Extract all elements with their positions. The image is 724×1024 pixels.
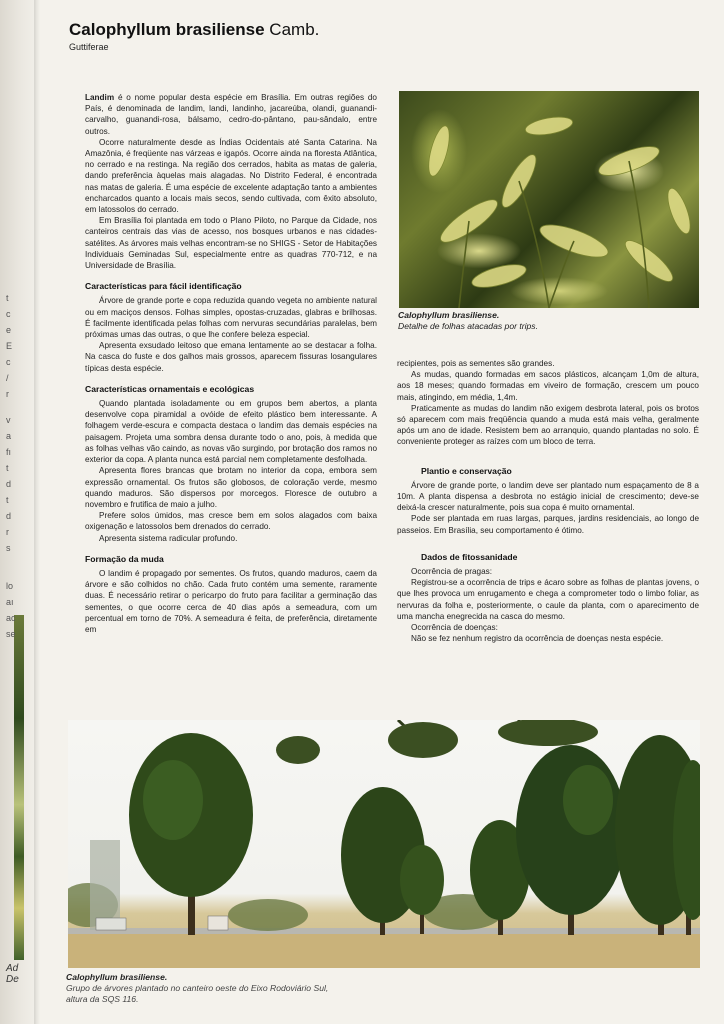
caption-title: Calophyllum brasiliense. [398, 310, 500, 320]
pragas-subheading: Ocorrência de pragas: [411, 567, 493, 577]
previous-page-text-fragment: t [6, 293, 9, 303]
section-heading-fitossanidade: Dados de fitossanidade [421, 551, 518, 562]
previous-page-photo-strip [14, 615, 24, 960]
identificacao-paragraph-2: Apresenta exsudado leitoso que emana lentamente ao se destacar a folha. Na casca do fuste e dos galhos mais grossos, aparecem fissuras losangulares típicas desta espécie. [85, 341, 377, 373]
doencas-subheading: Ocorrência de doenças: [411, 623, 498, 633]
previous-page-text-fragment: ac [6, 613, 16, 623]
caption-fragment: De [6, 974, 19, 985]
trees-photo-caption [66, 972, 328, 1005]
previous-page-text-fragment: lo [6, 581, 14, 591]
previous-page-text-fragment: c [6, 309, 11, 319]
caption-fragment: Ad [6, 963, 19, 974]
previous-page-text-fragment: d [6, 479, 12, 489]
previous-page-caption-fragment [6, 963, 19, 985]
lead-word: Landim [85, 93, 115, 102]
previous-page-edge [0, 0, 36, 1024]
previous-page-text-fragment: / [6, 373, 9, 383]
formacao-paragraph-1: O landim é propagado por sementes. Os frutos, quando maduros, caem da árvore e são colhidos no chão. Cada fruto contém uma semente, raramente duas. É necessário retirar o pericarpo do fruto para facilitar a germinação das sementes, o que ocorre cerca de 40 dias após a semeadura, com um percentual em torno de 70%. A semeadura é feita, de preferência, diretamente em [85, 568, 377, 634]
previous-page-text-fragment: aı [6, 597, 14, 607]
species-title [69, 20, 319, 40]
ornamentais-paragraph-2: Apresenta flores brancas que brotam no interior da copa, embora sem expressão ornamental. Os frutos são globosos, de coloração verde, mesmo quando maduros. São dispersos por morcegos. Floresce de outubro a novembro e frutifica de maio a julho. [85, 466, 377, 509]
trees-illustration [68, 720, 700, 968]
caption-title: Calophyllum brasiliense. [66, 972, 168, 982]
caption-line-1: Grupo de árvores plantado no canteiro oeste do Eixo Rodoviário Sul, [66, 983, 329, 993]
previous-page-text-fragment: a [6, 431, 12, 441]
section-heading-plantio: Plantio e conservação [421, 465, 512, 476]
leaf-photo-caption [398, 310, 538, 332]
intro-paragraph-1 [85, 92, 377, 137]
previous-page-text-fragment: t [6, 463, 9, 473]
section-heading-identificacao: Características para fácil identificação [85, 281, 242, 292]
intro-paragraph-2: Ocorre naturalmente desde as Índias Ocidentais até Santa Catarina. Na Amazônia, é freqüente nas várzeas e igapós. Ocorre ainda na floresta Atlântica, no cerrado e na restinga. Na região dos cerrados, habita as matas de galeria, dando preferência àquelas mais alagadas. No Distrito Federal, é encontrada nas matas de galeria. É uma espécie de excelente adaptação tanto a ambientes encharcados quanto a locais mais secos, sendo cultivada, com êxito absoluto, em latossolos do cerrado. [85, 137, 377, 215]
previous-page-text-fragment: d [6, 511, 12, 521]
previous-page-text-fragment: se [6, 629, 16, 639]
section-heading-ornamentais: Características ornamentais e ecológicas [85, 383, 255, 394]
formacao-paragraph-3: Praticamente as mudas do landim não exigem desbrota lateral, pois os brotos só aparecem com mais freqüência quando a muda está mais velha, geralmente após um ano de idade. Resistem bem ao arranquio, quando plantadas no solo. É conveniente proteger as raízes com um bloco de terra. [397, 403, 699, 447]
intro-paragraph-3: Em Brasília foi plantada em todo o Plano Piloto, no Parque da Cidade, nos canteiros centrais das vias de acesso, nos bosques urbanos e nas cidades-satélites. As árvores mais velhas encontram-se no SHIGS - Setor de Habitações Individuais Geminadas Sul, especialmente entre as quadras 770-712, e na Universidade de Brasília. [85, 216, 377, 271]
species-name: Calophyllum brasiliense [69, 20, 265, 39]
page-header [69, 20, 319, 52]
identificacao-paragraph-1: Árvore de grande porte e copa reduzida quando vegeta no ambiente natural ou em maciços densos. Folhas simples, opostas-cruzadas, glabras e brilhosas. É facilmente identificada pelas folhas com nervuras secundárias paralelas, bem próximas umas das outras, o que lhe confere beleza especial. [85, 296, 377, 340]
leaf-illustration [399, 91, 699, 308]
doencas-paragraph: Não se fez nenhum registro da ocorrência de doenças nesta espécie. [411, 634, 664, 644]
ornamentais-paragraph-4: Apresenta sistema radicular profundo. [99, 533, 238, 543]
text-column-left [85, 92, 377, 635]
plantio-paragraph-2: Pode ser plantada em ruas largas, parques, jardins residenciais, ao longo de passeios. Em Brasília, seu comportamento é ótimo. [397, 514, 699, 535]
ornamentais-paragraph-3: Prefere solos úmidos, mas cresce bem em solos alagados com baixa oxigenação e latossolos bem drenados do cerrado. [85, 511, 377, 532]
previous-page-text-fragment: r [6, 527, 9, 537]
plantio-paragraph-1: Árvore de grande porte, o landim deve ser plantado num espaçamento de 8 a 10m. A planta dispensa a desbrota no estágio inicial de crescimento; deve-se deixá-la crescer naturalmente, pois sua copa é muito ornamental. [397, 480, 699, 513]
previous-page-text-fragment: s [6, 543, 11, 553]
previous-page-text-fragment: t [6, 495, 9, 505]
ornamentais-paragraph-1: Quando plantada isoladamente ou em grupos bem abertos, a planta desenvolve copa piramidal a ovóide de efeito plástico bem interessante. A folhagem verde-escura e compacta destaca o landim das demais espécies na paisagem. Projeta uma sombra densa durante todo o ano, pois, à medida que as folhas velhas vão caindo, as novas vão surgindo, por brotação dos ramos no exterior da copa. A planta nunca está parcial nem completamente desfolhada. [85, 399, 377, 465]
text-column-right [397, 358, 699, 644]
previous-page-text-fragment: e [6, 325, 12, 335]
formacao-continuation: recipientes, pois as sementes são grandes. [397, 359, 555, 368]
previous-page-text-fragment: r [6, 389, 9, 399]
caption-line-2: altura da SQS 116. [66, 994, 139, 1004]
pragas-paragraph: Registrou-se a ocorrência de trips e ácaro sobre as folhas de plantas jovens, o que lhes provoca um enrugamento e chega a comprometer todo o limbo foliar, as nervuras da folha e, posteriormente, o caule da planta, com o aparecimento de uma mancha enegrecida na casca do mesmo. [397, 578, 699, 621]
trees-landscape-photo [68, 720, 700, 968]
intro-text: é o nome popular desta espécie em Brasília. Em outras regiões do País, é denominada de landim, landi, landinho, jacareúba, olandi, guanandi-carvalho, guanandi-rosa, bálsamo, cedro-do-pântano, pau-sândalo, entre outros. [85, 93, 377, 136]
leaf-detail-photo [399, 91, 699, 308]
previous-page-text-fragment: v [6, 415, 11, 425]
previous-page-text-fragment: fı [6, 447, 12, 457]
page-gutter-shadow [34, 0, 40, 1024]
caption-text: Detalhe de folhas atacadas por trips. [398, 321, 538, 331]
family-name: Guttiferae [69, 42, 109, 52]
formacao-paragraph-2: As mudas, quando formadas em sacos plásticos, alcançam 1,0m de altura, aos 18 meses; quando formadas em viveiro de formação, crescem um pouco mais, atingindo, em média, 1,4m. [397, 370, 699, 402]
previous-page-text-fragment: c [6, 357, 11, 367]
section-heading-formacao: Formação da muda [85, 553, 164, 564]
species-author: Camb. [269, 20, 320, 39]
previous-page-text-fragment: E [6, 341, 13, 351]
